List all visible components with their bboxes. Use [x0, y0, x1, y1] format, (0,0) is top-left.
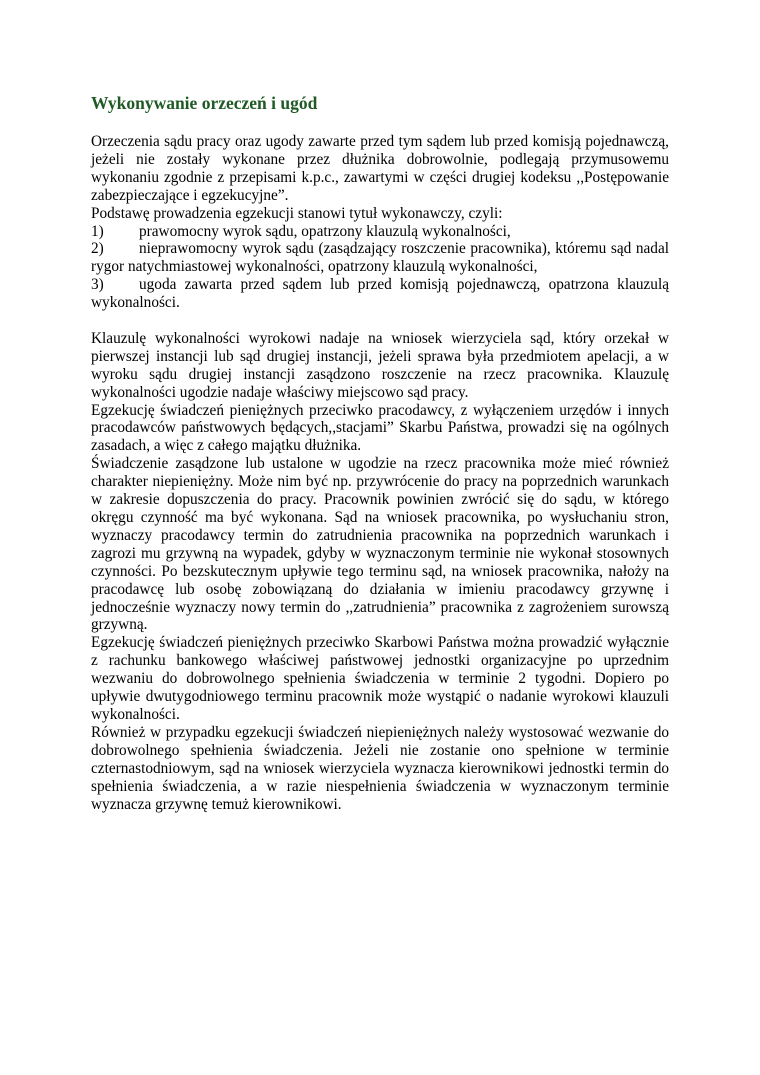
list-item-text: prawomocny wyrok sądu, opatrzony klauzulą wykonalności,: [139, 222, 511, 240]
paragraph: Orzeczenia sądu pracy oraz ugody zawarte przed tym sądem lub przed komisją pojednawczą, jeżeli nie zostały wykonane przez dłużnika dobrowolnie, podlegają przymusowemu wykonaniu zgodnie z przepisami k.p.c., zawartymi w części drugiej kodeksu ,,Postępowanie zabezpieczające i egzekucyjne”.: [91, 133, 669, 204]
list-item: [91, 223, 669, 241]
blank-line: [91, 312, 669, 330]
list-item-text: nieprawomocny wyrok sądu (zasądzający roszczenie pracownika), któremu sąd nadal rygor natychmiastowej wykonalności, opatrzony klauzulą wykonalności,: [91, 240, 669, 276]
list-item-number: 1): [91, 222, 104, 240]
document-title: Wykonywanie orzeczeń i ugód: [91, 93, 318, 113]
document-body: [91, 133, 669, 813]
list-item-number: 3): [91, 276, 104, 294]
list-item-number: 2): [91, 240, 104, 258]
paragraph: Również w przypadku egzekucji świadczeń niepieniężnych należy wystosować wezwanie do dobrowolnego spełnienia świadczenia. Jeżeli nie zostanie ono spełnione w terminie czternastodniowym, sąd na wniosek wierzyciela wyznacza kierownikowi jednostki termin do spełnienia świadczenia, a w razie niespełnienia świadczenia w wyznaczonym terminie wyznacza grzywnę temuż kierownikowi.: [91, 723, 669, 813]
list-item: [91, 276, 669, 312]
paragraph: Świadczenie zasądzone lub ustalone w ugodzie na rzecz pracownika może mieć również charakter niepieniężny. Może nim być np. przywrócenie do pracy na poprzednich warunkach w zakresie dopuszczenia do pracy. Pracownik powinien zwrócić się do sądu, w którego okręgu czynność ma być wykonana. Sąd na wniosek pracownika, po wysłuchaniu stron, wyznaczy pracodawcy termin do zatrudnienia pracownika na poprzednich warunkach i zagrozi mu grzywną na wypadek, gdyby w wyznaczonym terminie nie wykonał stosownych czynności. Po bezskutecznym upływie tego terminu sąd, na wniosek pracownika, nałoży na pracodawcę lub osobę zobowiązaną do działania w imieniu pracodawcy grzywnę i jednocześnie wyznaczy nowy termin do ,,zatrudnienia” pracownika z zagrożeniem surowszą grzywną.: [91, 455, 669, 634]
paragraph: Klauzulę wykonalności wyrokowi nadaje na wniosek wierzyciela sąd, który orzekał w pierwszej instancji lub sąd drugiej instancji, jeżeli sprawa była przedmiotem apelacji, a w wyroku sądu drugiej instancji zasądzono roszczenie na rzecz pracownika. Klauzulę wykonalności ugodzie nadaje właściwy miejscowo sąd pracy.: [91, 329, 669, 401]
list-item: [91, 240, 669, 276]
paragraph: Podstawę prowadzenia egzekucji stanowi tytuł wykonawczy, czyli:: [91, 204, 503, 222]
list-item-text: ugoda zawarta przed sądem lub przed komisją pojednawczą, opatrzona klauzulą wykonalności.: [91, 276, 669, 312]
paragraph: Egzekucję świadczeń pieniężnych przeciwko Skarbowi Państwa można prowadzić wyłącznie z rachunku bankowego właściwej państwowej jednostki organizacyjne po uprzednim wezwaniu do dobrowolnego spełnienia świadczenia w terminie 2 tygodni. Dopiero po upływie dwutygodniowego terminu pracownik może wystąpić o nadanie wyrokowi klauzuli wykonalności.: [91, 634, 669, 723]
paragraph: Egzekucję świadczeń pieniężnych przeciwko pracodawcy, z wyłączeniem urzędów i innych pracodawców państwowych będących,,stacjami” Skarbu Państwa, prowadzi się na ogólnych zasadach, a więc z całego majątku dłużnika.: [91, 401, 669, 455]
